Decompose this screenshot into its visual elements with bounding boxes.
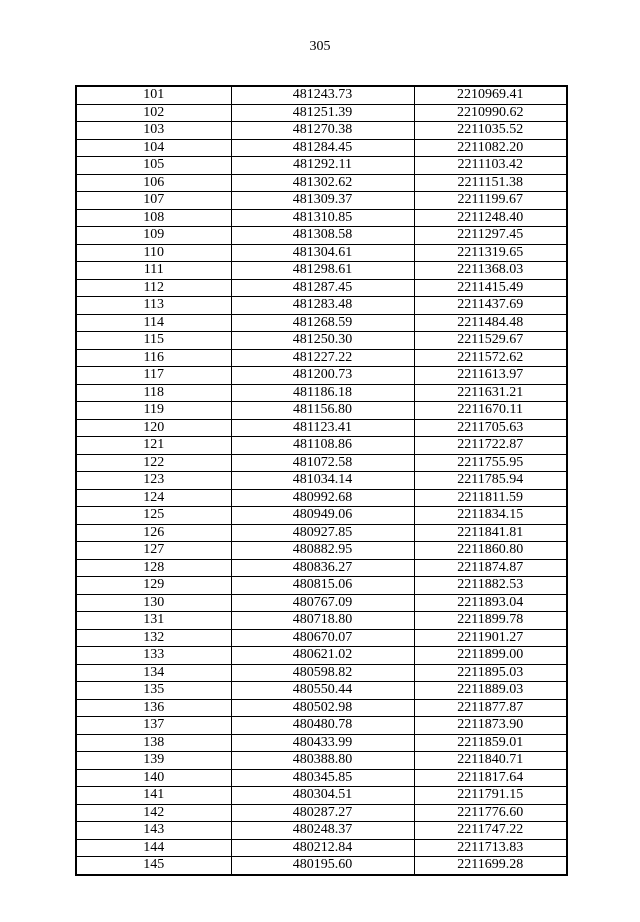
point-number-cell: 116	[76, 349, 231, 367]
table-row	[76, 297, 567, 315]
x-coordinate-cell: 480480.78	[231, 717, 414, 735]
y-coordinate-cell: 2210969.41	[414, 86, 567, 104]
x-coordinate-cell: 480388.80	[231, 752, 414, 770]
table-row	[76, 122, 567, 140]
table-row	[76, 104, 567, 122]
y-coordinate-cell: 2211776.60	[414, 804, 567, 822]
table-row	[76, 227, 567, 245]
point-number-cell: 122	[76, 454, 231, 472]
point-number-cell: 104	[76, 139, 231, 157]
x-coordinate-cell: 480345.85	[231, 769, 414, 787]
table-row	[76, 612, 567, 630]
point-number-cell: 128	[76, 559, 231, 577]
y-coordinate-cell: 2211811.59	[414, 489, 567, 507]
table-row	[76, 629, 567, 647]
x-coordinate-cell: 481268.59	[231, 314, 414, 332]
y-coordinate-cell: 2211755.95	[414, 454, 567, 472]
point-number-cell: 133	[76, 647, 231, 665]
y-coordinate-cell: 2211722.87	[414, 437, 567, 455]
y-coordinate-cell: 2211873.90	[414, 717, 567, 735]
y-coordinate-cell: 2211319.65	[414, 244, 567, 262]
table-row	[76, 699, 567, 717]
table-row	[76, 209, 567, 227]
x-coordinate-cell: 480502.98	[231, 699, 414, 717]
point-number-cell: 101	[76, 86, 231, 104]
table-row	[76, 279, 567, 297]
x-coordinate-cell: 481292.11	[231, 157, 414, 175]
y-coordinate-cell: 2211882.53	[414, 577, 567, 595]
point-number-cell: 129	[76, 577, 231, 595]
y-coordinate-cell: 2211895.03	[414, 664, 567, 682]
y-coordinate-cell: 2211860.80	[414, 542, 567, 560]
point-number-cell: 136	[76, 699, 231, 717]
point-number-cell: 140	[76, 769, 231, 787]
table-row	[76, 244, 567, 262]
y-coordinate-cell: 2211785.94	[414, 472, 567, 490]
x-coordinate-cell: 481200.73	[231, 367, 414, 385]
table-row	[76, 384, 567, 402]
x-coordinate-cell: 481284.45	[231, 139, 414, 157]
point-number-cell: 126	[76, 524, 231, 542]
point-number-cell: 102	[76, 104, 231, 122]
y-coordinate-cell: 2211151.38	[414, 174, 567, 192]
table-row	[76, 839, 567, 857]
table-row	[76, 752, 567, 770]
table-row	[76, 822, 567, 840]
x-coordinate-cell: 481072.58	[231, 454, 414, 472]
y-coordinate-cell: 2211529.67	[414, 332, 567, 350]
point-number-cell: 145	[76, 857, 231, 875]
point-number-cell: 119	[76, 402, 231, 420]
y-coordinate-cell: 2211747.22	[414, 822, 567, 840]
y-coordinate-cell: 2211791.15	[414, 787, 567, 805]
table-row	[76, 717, 567, 735]
point-number-cell: 123	[76, 472, 231, 490]
x-coordinate-cell: 480248.37	[231, 822, 414, 840]
table-row	[76, 314, 567, 332]
y-coordinate-cell: 2211437.69	[414, 297, 567, 315]
x-coordinate-cell: 481270.38	[231, 122, 414, 140]
point-number-cell: 135	[76, 682, 231, 700]
y-coordinate-cell: 2211834.15	[414, 507, 567, 525]
y-coordinate-cell: 2211901.27	[414, 629, 567, 647]
point-number-cell: 125	[76, 507, 231, 525]
y-coordinate-cell: 2211670.11	[414, 402, 567, 420]
point-number-cell: 141	[76, 787, 231, 805]
table-row	[76, 139, 567, 157]
x-coordinate-cell: 481308.58	[231, 227, 414, 245]
x-coordinate-cell: 480304.51	[231, 787, 414, 805]
x-coordinate-cell: 480621.02	[231, 647, 414, 665]
x-coordinate-cell: 480718.80	[231, 612, 414, 630]
y-coordinate-cell: 2211699.28	[414, 857, 567, 875]
y-coordinate-cell: 2211877.87	[414, 699, 567, 717]
table-row	[76, 454, 567, 472]
y-coordinate-cell: 2211899.00	[414, 647, 567, 665]
table-row	[76, 86, 567, 104]
point-number-cell: 108	[76, 209, 231, 227]
y-coordinate-cell: 2211705.63	[414, 419, 567, 437]
point-number-cell: 121	[76, 437, 231, 455]
point-number-cell: 103	[76, 122, 231, 140]
table-row	[76, 402, 567, 420]
point-number-cell: 118	[76, 384, 231, 402]
coordinate-table-body	[76, 86, 567, 875]
y-coordinate-cell: 2211297.45	[414, 227, 567, 245]
x-coordinate-cell: 481287.45	[231, 279, 414, 297]
point-number-cell: 142	[76, 804, 231, 822]
x-coordinate-cell: 481123.41	[231, 419, 414, 437]
table-row	[76, 157, 567, 175]
table-row	[76, 349, 567, 367]
table-row	[76, 734, 567, 752]
y-coordinate-cell: 2211103.42	[414, 157, 567, 175]
x-coordinate-cell: 480767.09	[231, 594, 414, 612]
point-number-cell: 113	[76, 297, 231, 315]
table-row	[76, 577, 567, 595]
x-coordinate-cell: 481227.22	[231, 349, 414, 367]
point-number-cell: 138	[76, 734, 231, 752]
table-row	[76, 804, 567, 822]
y-coordinate-cell: 2210990.62	[414, 104, 567, 122]
y-coordinate-cell: 2211368.03	[414, 262, 567, 280]
y-coordinate-cell: 2211572.62	[414, 349, 567, 367]
x-coordinate-cell: 480992.68	[231, 489, 414, 507]
y-coordinate-cell: 2211082.20	[414, 139, 567, 157]
table-row	[76, 647, 567, 665]
x-coordinate-cell: 480882.95	[231, 542, 414, 560]
point-number-cell: 110	[76, 244, 231, 262]
y-coordinate-cell: 2211859.01	[414, 734, 567, 752]
x-coordinate-cell: 480836.27	[231, 559, 414, 577]
table-row	[76, 437, 567, 455]
point-number-cell: 114	[76, 314, 231, 332]
x-coordinate-cell: 481250.30	[231, 332, 414, 350]
y-coordinate-cell: 2211841.81	[414, 524, 567, 542]
x-coordinate-cell: 480927.85	[231, 524, 414, 542]
y-coordinate-cell: 2211613.97	[414, 367, 567, 385]
table-row	[76, 787, 567, 805]
table-row	[76, 332, 567, 350]
y-coordinate-cell: 2211248.40	[414, 209, 567, 227]
x-coordinate-cell: 480287.27	[231, 804, 414, 822]
table-row	[76, 559, 567, 577]
point-number-cell: 107	[76, 192, 231, 210]
point-number-cell: 124	[76, 489, 231, 507]
y-coordinate-cell: 2211817.64	[414, 769, 567, 787]
y-coordinate-cell: 2211035.52	[414, 122, 567, 140]
x-coordinate-cell: 480815.06	[231, 577, 414, 595]
y-coordinate-cell: 2211874.87	[414, 559, 567, 577]
point-number-cell: 109	[76, 227, 231, 245]
table-row	[76, 192, 567, 210]
x-coordinate-cell: 480212.84	[231, 839, 414, 857]
point-number-cell: 132	[76, 629, 231, 647]
x-coordinate-cell: 480670.07	[231, 629, 414, 647]
x-coordinate-cell: 480195.60	[231, 857, 414, 875]
y-coordinate-cell: 2211889.03	[414, 682, 567, 700]
x-coordinate-cell: 481108.86	[231, 437, 414, 455]
coordinate-table	[75, 85, 568, 876]
y-coordinate-cell: 2211899.78	[414, 612, 567, 630]
point-number-cell: 106	[76, 174, 231, 192]
x-coordinate-cell: 481302.62	[231, 174, 414, 192]
table-row	[76, 367, 567, 385]
table-row	[76, 857, 567, 875]
table-row	[76, 664, 567, 682]
table-row	[76, 507, 567, 525]
x-coordinate-cell: 481298.61	[231, 262, 414, 280]
table-row	[76, 542, 567, 560]
x-coordinate-cell: 480433.99	[231, 734, 414, 752]
table-row	[76, 262, 567, 280]
y-coordinate-cell: 2211415.49	[414, 279, 567, 297]
point-number-cell: 127	[76, 542, 231, 560]
point-number-cell: 105	[76, 157, 231, 175]
y-coordinate-cell: 2211199.67	[414, 192, 567, 210]
table-row	[76, 682, 567, 700]
x-coordinate-cell: 481283.48	[231, 297, 414, 315]
x-coordinate-cell: 480949.06	[231, 507, 414, 525]
point-number-cell: 117	[76, 367, 231, 385]
point-number-cell: 112	[76, 279, 231, 297]
y-coordinate-cell: 2211631.21	[414, 384, 567, 402]
x-coordinate-cell: 480598.82	[231, 664, 414, 682]
point-number-cell: 130	[76, 594, 231, 612]
y-coordinate-cell: 2211484.48	[414, 314, 567, 332]
table-row	[76, 524, 567, 542]
table-row	[76, 174, 567, 192]
point-number-cell: 115	[76, 332, 231, 350]
point-number-cell: 111	[76, 262, 231, 280]
point-number-cell: 134	[76, 664, 231, 682]
table-row	[76, 489, 567, 507]
x-coordinate-cell: 481186.18	[231, 384, 414, 402]
x-coordinate-cell: 481034.14	[231, 472, 414, 490]
y-coordinate-cell: 2211893.04	[414, 594, 567, 612]
table-row	[76, 594, 567, 612]
point-number-cell: 144	[76, 839, 231, 857]
x-coordinate-cell: 481251.39	[231, 104, 414, 122]
point-number-cell: 139	[76, 752, 231, 770]
page-number: 305	[309, 39, 331, 54]
x-coordinate-cell: 481309.37	[231, 192, 414, 210]
point-number-cell: 120	[76, 419, 231, 437]
y-coordinate-cell: 2211713.83	[414, 839, 567, 857]
point-number-cell: 137	[76, 717, 231, 735]
x-coordinate-cell: 481310.85	[231, 209, 414, 227]
x-coordinate-cell: 481243.73	[231, 86, 414, 104]
table-row	[76, 419, 567, 437]
table-row	[76, 769, 567, 787]
point-number-cell: 143	[76, 822, 231, 840]
table-row	[76, 472, 567, 490]
y-coordinate-cell: 2211840.71	[414, 752, 567, 770]
point-number-cell: 131	[76, 612, 231, 630]
x-coordinate-cell: 481156.80	[231, 402, 414, 420]
x-coordinate-cell: 481304.61	[231, 244, 414, 262]
x-coordinate-cell: 480550.44	[231, 682, 414, 700]
